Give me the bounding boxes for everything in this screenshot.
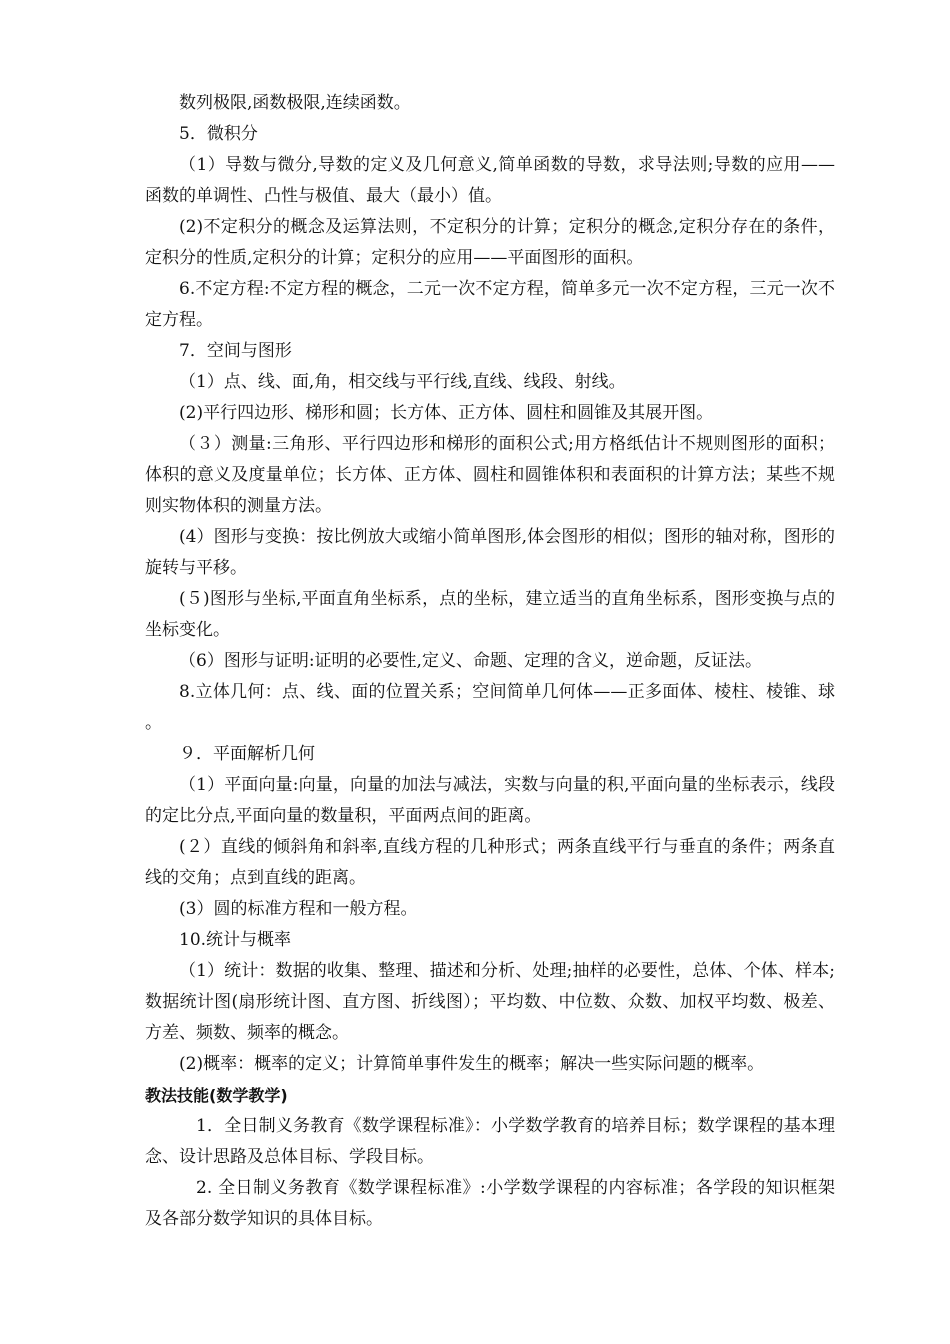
paragraph: 2. 全日制义务教育《数学课程标准》:小学数学课程的内容标准；各学段的知识框架及各部分数学知识的具体目标。 xyxy=(145,1178,835,1229)
section-title-statistics: 10.统计与概率 xyxy=(179,930,292,950)
paragraph: 数列极限,函数极限,连续函数。 xyxy=(179,93,411,113)
section-title-geometry: 7．空间与图形 xyxy=(179,341,292,361)
paragraph: （1）点、线、面,角，相交线与平行线,直线、线段、射线。 xyxy=(179,372,626,392)
paragraph: (2)平行四边形、梯形和圆；长方体、正方体、圆柱和圆锥及其展开图。 xyxy=(179,403,714,423)
paragraph: 6.不定方程:不定方程的概念，二元一次不定方程，简单多元一次不定方程，三元一次不定方程。 xyxy=(145,279,835,330)
paragraph: （３）测量:三角形、平行四边形和梯形的面积公式;用方格纸估计不规则图形的面积；体积的意义及度量单位；长方体、正方体、圆柱和圆锥体积和表面积的计算方法；某些不规则实物体积的测量方法。 xyxy=(145,434,835,516)
paragraph: （1）统计：数据的收集、整理、描述和分析、处理;抽样的必要性，总体、个体、样本;数据统计图(扇形统计图、直方图、折线图）；平均数、中位数、众数、加权平均数、极差、方差、频数、频率的概念。 xyxy=(145,961,835,1043)
paragraph: (3）圆的标准方程和一般方程。 xyxy=(179,899,418,919)
document-body xyxy=(145,88,835,1235)
section-title-analytic-geometry: ９．平面解析几何 xyxy=(179,744,315,764)
paragraph: (５)图形与坐标,平面直角坐标系，点的坐标，建立适当的直角坐标系，图形变换与点的坐标变化。 xyxy=(145,589,835,640)
paragraph: （1）导数与微分,导数的定义及几何意义,简单函数的导数，求导法则;导数的应用——函数的单调性、凸性与极值、最大（最小）值。 xyxy=(145,155,835,206)
section-title-calculus: 5．微积分 xyxy=(179,124,258,144)
paragraph: (4）图形与变换：按比例放大或缩小简单图形,体会图形的相似；图形的轴对称，图形的旋转与平移。 xyxy=(145,527,835,578)
paragraph: 8.立体几何：点、线、面的位置关系；空间简单几何体——正多面体、棱柱、棱锥、球。 xyxy=(145,682,835,733)
paragraph: (２）直线的倾斜角和斜率,直线方程的几种形式；两条直线平行与垂直的条件；两条直线的交角；点到直线的距离。 xyxy=(145,837,835,888)
section-heading-teaching-skills: 教法技能(数学教学) xyxy=(145,1086,288,1105)
paragraph: (2)概率：概率的定义；计算简单事件发生的概率；解决一些实际问题的概率。 xyxy=(179,1054,765,1074)
paragraph: （6）图形与证明:证明的必要性,定义、命题、定理的含义，逆命题，反证法。 xyxy=(179,651,762,671)
paragraph: 1．全日制义务教育《数学课程标准》：小学数学教育的培养目标；数学课程的基本理念、设计思路及总体目标、学段目标。 xyxy=(145,1116,835,1167)
paragraph: (2)不定积分的概念及运算法则，不定积分的计算；定积分的概念,定积分存在的条件，定积分的性质,定积分的计算；定积分的应用——平面图形的面积。 xyxy=(145,217,835,268)
paragraph: （1）平面向量:向量，向量的加法与减法，实数与向量的积,平面向量的坐标表示，线段的定比分点,平面向量的数量积，平面两点间的距离。 xyxy=(145,775,835,826)
